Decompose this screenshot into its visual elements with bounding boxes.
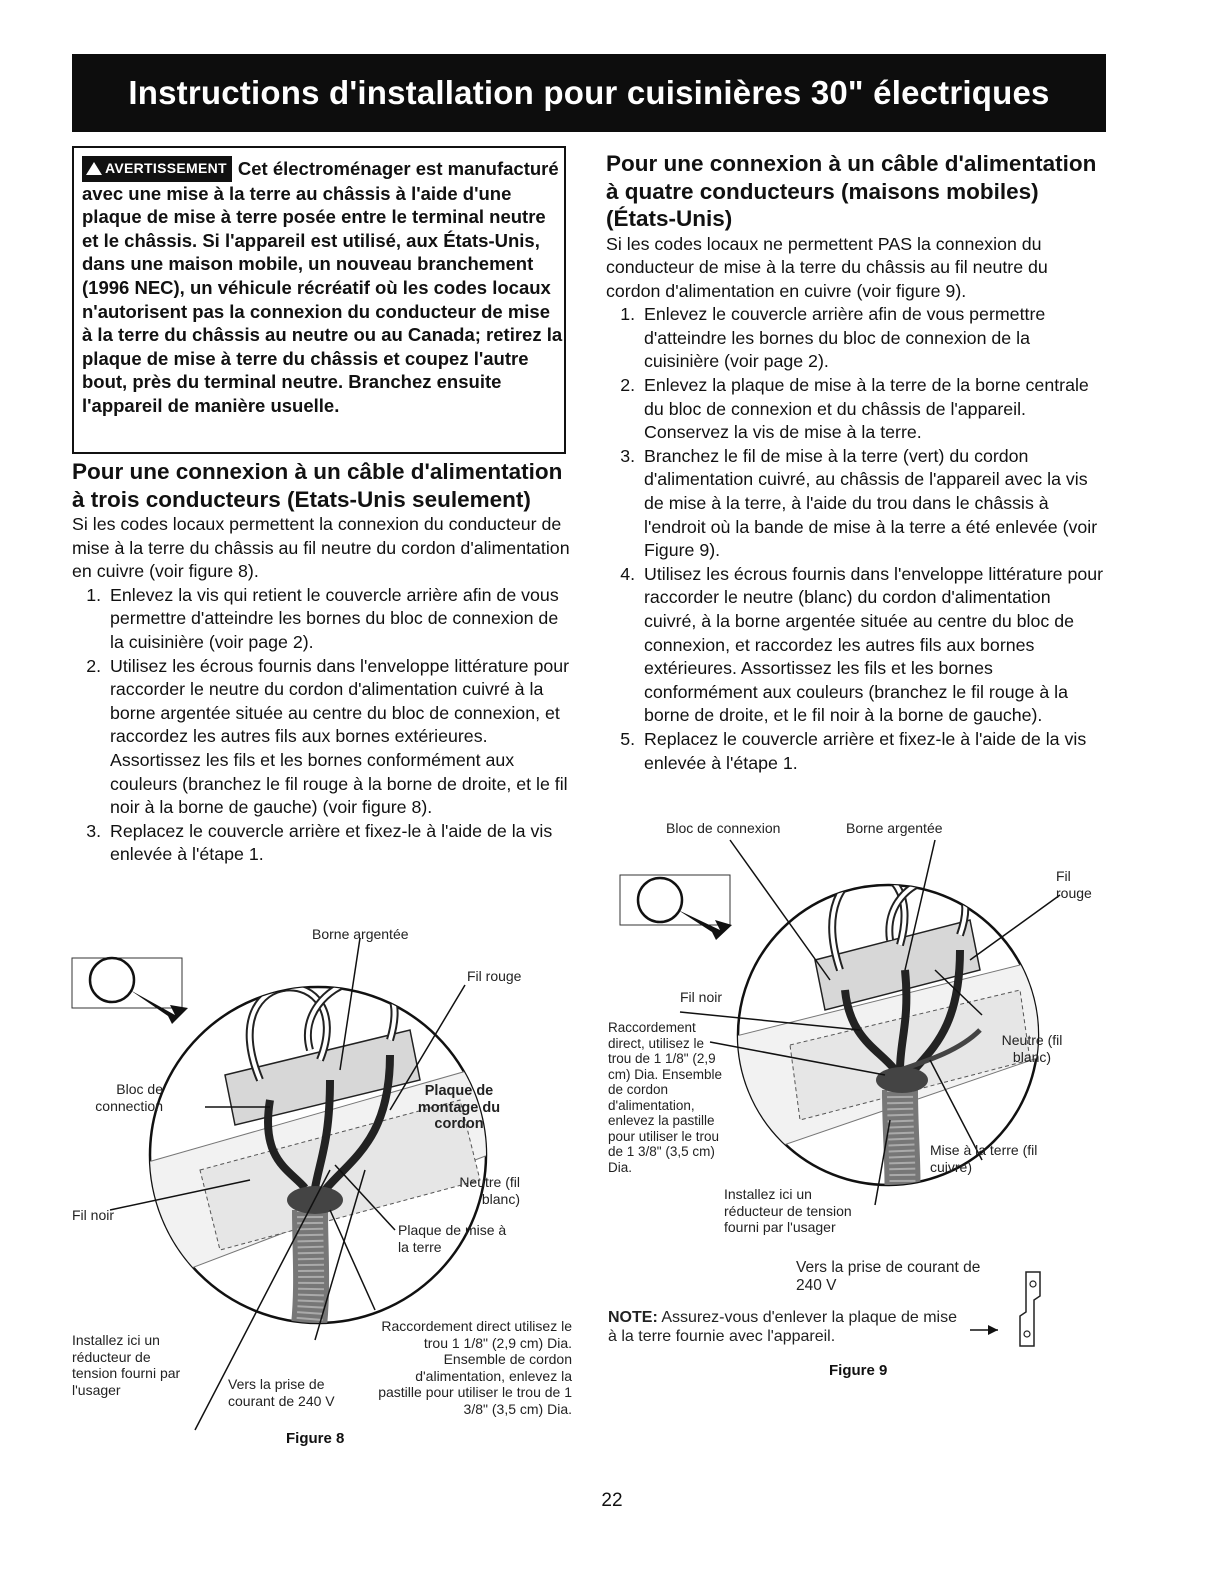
section-four-intro: Si les codes locaux ne permettent PAS la connexion du conducteur de mise à la terre du châssis au fil neutre du cordon d'alimentation en cuivre (voir figure 9). [606, 233, 1048, 301]
fig8-label-raccordement: Raccordement direct utilisez le trou 1 1/8" (2,9 cm) Dia. Ensemble de cordon d'alimentation, enlevez la pastille pour utiliser le trou de 1 3/8" (3,5 cm) Dia. [378, 1318, 572, 1417]
section-three-conductor [72, 458, 572, 867]
fig8-label-vers: Vers la prise de courant de 240 V [228, 1376, 335, 1409]
fig8-label-fil-noir: Fil noir [72, 1207, 115, 1223]
section-four-step: 5. Replacez le couvercle arrière et fixez-le à l'aide de la vis enlevée à l'étape 1. [640, 728, 1106, 775]
section-four-title: Pour une connexion à un câble d'alimentation à quatre conducteurs (maisons mobiles) (États-Unis) [606, 151, 1097, 231]
page-number: 22 [601, 1490, 623, 1511]
fig9-label-fil-rouge: Fil rouge [1056, 868, 1092, 901]
grounding-plate-icon [968, 1266, 1058, 1366]
fig8-label-installez: Installez ici un réducteur de tension fourni par l'usager [72, 1332, 181, 1398]
section-three-title: Pour une connexion à un câble d'alimentation à trois conducteurs (Etats-Unis seulement) [72, 459, 563, 512]
fig9-label-mise: Mise à la terre (fil cuivre) [930, 1142, 1038, 1175]
warning-text: Cet électroménager est manufacturé avec une mise à la terre au châssis à l'aide d'une plaque de mise à terre posée entre le terminal neutre et le châssis. Si l'appareil est utilisé, aux États-Unis, dans une maison mobile, un nouveau branchement (1996 NEC), un véhicule récréatif où les codes locaux n'autorisent pas la connexion du conducteur de mise à la terre du châssis au neutre ou au Canada; retirez la plaque de mise à terre du châssis et coupez l'autre bout, près du terminal neutre. Branchez ensuite l'appareil de manière usuelle. [82, 158, 563, 416]
fig9-note-text: Assurez-vous d'enlever la plaque de mise à la terre fournie avec l'appareil. [608, 1309, 957, 1345]
fig8-label-bloc: Bloc de connection [95, 1081, 163, 1114]
section-three-step: 1. Enlevez la vis qui retient le couvercle arrière afin de vous permettre d'atteindre les bornes du bloc de connexion de la cuisinière (voir page 2). [106, 584, 572, 655]
fig9-label-bloc: Bloc de connexion [666, 820, 781, 836]
fig9-label-borne: Borne argentée [846, 820, 943, 836]
warning-badge [82, 156, 232, 182]
fig8-label-fil-rouge: Fil rouge [467, 968, 522, 984]
section-four-step: 3. Branchez le fil de mise à la terre (vert) du cordon d'alimentation cuivré, au châssis de l'appareil avec la vis de mise à la terre, à l'aide du trou dans le châssis à l'endroit où la bande de mise à la terre a été enlevée (voir Figure 9). [640, 445, 1106, 563]
section-three-step: 2. Utilisez les écrous fournis dans l'enveloppe littérature pour raccorder le neutre du cordon d'alimentation cuivré à la borne argentée située au centre du bloc de connexion, et raccordez les autres fils aux bornes extérieures. Assortissez les fils et les bornes conformément aux couleurs (branchez le fil rouge à la borne de droite, et le fil noir à la borne de gauche) (voir figure 8). [106, 655, 572, 820]
fig9-label-raccordement: Raccordement direct, utilisez le trou de 1 1/8" (2,9 cm) Dia. Ensemble de cordon d'alimentation, enlevez la pastille pour utiliser le trou de 1 3/8" (3,5 cm) Dia. [608, 1020, 723, 1175]
fig9-label-installez: Installez ici un réducteur de tension fourni par l'usager [724, 1186, 852, 1235]
figure-9-caption: Figure 9 [829, 1362, 888, 1379]
section-three-steps [72, 584, 572, 867]
section-four-step: 1. Enlevez le couvercle arrière afin de vous permettre d'atteindre les bornes du bloc de connexion de la cuisinière (voir page 2). [640, 303, 1106, 374]
warning-badge-label: AVERTISSEMENT [105, 160, 227, 176]
fig9-label-neutre: Neutre (fil blanc) [1001, 1032, 1063, 1065]
section-four-step: 4. Utilisez les écrous fournis dans l'enveloppe littérature pour raccorder le neutre (blanc) du cordon d'alimentation cuivré, à la borne argentée située au centre du bloc de connexion, et raccordez les autres fils aux bornes extérieures. Assortissez les fils et les bornes conformément aux couleurs (branchez le fil rouge à la borne de droite, et le fil noir à la borne de gauche). [640, 563, 1106, 728]
section-four-steps [606, 303, 1106, 775]
fig9-label-fil-noir: Fil noir [680, 989, 723, 1005]
fig8-label-plaque-montage: Plaque de montage du cordon [417, 1083, 501, 1132]
fig8-label-borne: Borne argentée [312, 926, 409, 942]
fig9-note-label: NOTE: [608, 1309, 658, 1326]
fig9-note [608, 1308, 968, 1346]
fig9-label-vers: Vers la prise de courant de 240 V [796, 1259, 981, 1294]
section-four-conductor [606, 150, 1106, 775]
page-title-banner [72, 54, 1106, 132]
warning-box [72, 146, 566, 454]
page-title: Instructions d'installation pour cuisinières 30" électriques [128, 74, 1050, 111]
section-three-step: 3. Replacez le couvercle arrière et fixez-le à l'aide de la vis enlevée à l'étape 1. [106, 820, 572, 867]
fig8-label-neutre: Neutre (fil blanc) [459, 1174, 520, 1207]
section-four-step: 2. Enlevez la plaque de mise à la terre de la borne centrale du bloc de connexion et du châssis de l'appareil. Conservez la vis de mise à la terre. [640, 374, 1106, 445]
fig8-label-plaque-mise: Plaque de mise à la terre [398, 1222, 507, 1255]
warning-text-block [82, 156, 564, 418]
section-three-intro: Si les codes locaux permettent la connexion du conducteur de mise à la terre du châssis au fil neutre du cordon d'alimentation en cuivre (voir figure 8). [72, 514, 570, 582]
figure-8-caption: Figure 8 [286, 1430, 345, 1447]
warning-triangle-icon [86, 162, 102, 175]
